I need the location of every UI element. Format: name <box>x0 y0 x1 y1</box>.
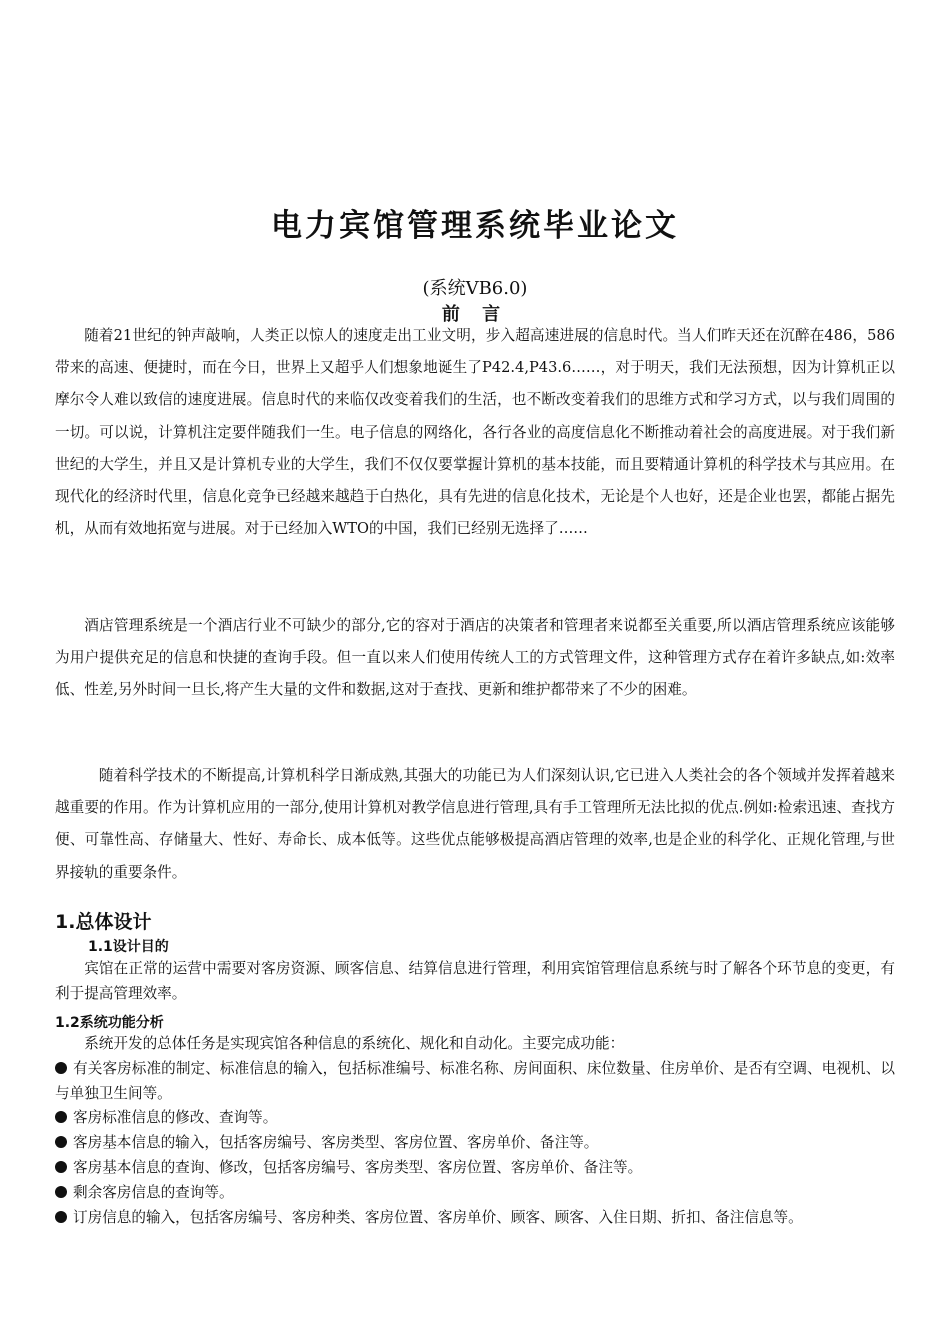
preface-paragraph-2: 酒店管理系统是一个酒店行业不可缺少的部分,它的容对于酒店的决策者和管理者来说都至关重要,所以酒店管理系统应该能够为用户提供充足的信息和快捷的查询手段。但一直以来人们使用传统人工的方式管理文件，这种管理方式存在着许多缺点,如:效率低、性差,另外时间一旦长,将产生大量的文件和数据,这对于查找、更新和维护都带来了不少的困难。 <box>55 617 895 699</box>
preface-heading: 前 言 <box>441 304 509 325</box>
preface-paragraph-3-block <box>55 760 895 889</box>
section-1-2-intro: 系统开发的总体任务是实现宾馆各种信息的系统化、规化和自动化。主要完成功能： <box>84 1035 625 1052</box>
document-subtitle: (系统VB6.0) <box>422 278 528 299</box>
list-item <box>55 1206 895 1231</box>
preface-paragraph-2-block <box>55 610 895 707</box>
list-item-text: 订房信息的输入，包括客房编号、客房种类、客房位置、客房单价、顾客、顾客、入住日期、折扣、备注信息等。 <box>73 1208 803 1226</box>
list-item-text: 客房标准信息的修改、查询等。 <box>73 1109 278 1127</box>
bullet-icon <box>55 1186 67 1198</box>
section-1-2-heading-block <box>55 1012 895 1032</box>
document-title: 电力宾馆管理系统毕业论文 <box>271 208 679 244</box>
list-item <box>55 1106 895 1131</box>
list-item <box>55 1131 895 1156</box>
bullet-icon <box>55 1211 67 1223</box>
list-item-text: 剩余客房信息的查询等。 <box>73 1183 234 1201</box>
section-1-2-body <box>55 1032 895 1230</box>
section-1-heading: 1.总体设计 <box>55 911 152 933</box>
preface-paragraph-1-block <box>55 320 895 545</box>
bullet-icon <box>55 1161 67 1173</box>
list-item <box>55 1057 895 1107</box>
section-1-1-text: 宾馆在正常的运营中需要对客房资源、顾客信息、结算信息进行管理，利用宾馆管理信息系统与时了解各个环节息的变更，有利于提高管理效率。 <box>55 960 895 1002</box>
list-item-text: 客房基本信息的查询、修改，包括客房编号、客房类型、客房位置、客房单价、备注等。 <box>73 1158 643 1176</box>
section-1-block <box>55 907 895 934</box>
preface-paragraph-3: 随着科学技术的不断提高,计算机科学日渐成熟,其强大的功能已为人们深刻认识,它已进入人类社会的各个领域并发挥着越来越重要的作用。作为计算机应用的一部分,使用计算机对教学信息进行管理,具有手工管理所无法比拟的优点.例如:检索迅速、查找方便、可靠性高、存储量大、性好、寿命长、成本低等。这些优点能够极提高酒店管理的效率,也是企业的科学化、正规化管理,与世界接轨的重要条件。 <box>55 767 895 881</box>
bullet-icon <box>55 1062 67 1074</box>
list-item <box>55 1156 895 1181</box>
list-item-text: 客房基本信息的输入，包括客房编号、客房类型、客房位置、客房单价、备注等。 <box>73 1134 599 1152</box>
preface-paragraph-1: 随着21世纪的钟声敲响，人类正以惊人的速度走出工业文明，步入超高速进展的信息时代。当人们昨天还在沉醉在486，586带来的高速、便捷时，而在今日，世界上又超乎人们想象地诞生了P42.4,P43.6……，对于明天，我们无法预想，因为计算机正以摩尔令人难以致信的速度进展。信息时代的来临仅改变着我们的生活，也不断改变着我们的思维方式和学习方式，以与我们周围的一切。可以说，计算机注定要伴随我们一生。电子信息的网络化，各行各业的高度信息化不断推动着社会的高度进展。对于我们新世纪的大学生，并且又是计算机专业的大学生，我们不仅仅要掌握计算机的基本技能，而且要精通计算机的科学技术与其应用。在现代化的经济时代里，信息化竞争已经越来越趋于白热化，具有先进的信息化技术，无论是个人也好，还是企业也罢，都能占据先机，从而有效地拓宽与进展。对于已经加入WTO的中国，我们已经别无选择了…… <box>55 327 895 538</box>
bullet-icon <box>55 1136 67 1148</box>
section-1-1-heading-block <box>88 936 928 956</box>
section-1-2-heading: 1.2系统功能分析 <box>55 1015 164 1031</box>
section-1-1-text-block <box>55 957 895 1007</box>
list-item <box>55 1181 895 1206</box>
bullet-icon <box>55 1111 67 1123</box>
list-item-text: 有关客房标准的制定、标准信息的输入，包括标准编号、标准名称、房间面积、床位数量、住房单价、是否有空调、电视机、以与单独卫生间等。 <box>55 1059 895 1102</box>
section-1-1-heading: 1.1设计目的 <box>88 939 169 955</box>
